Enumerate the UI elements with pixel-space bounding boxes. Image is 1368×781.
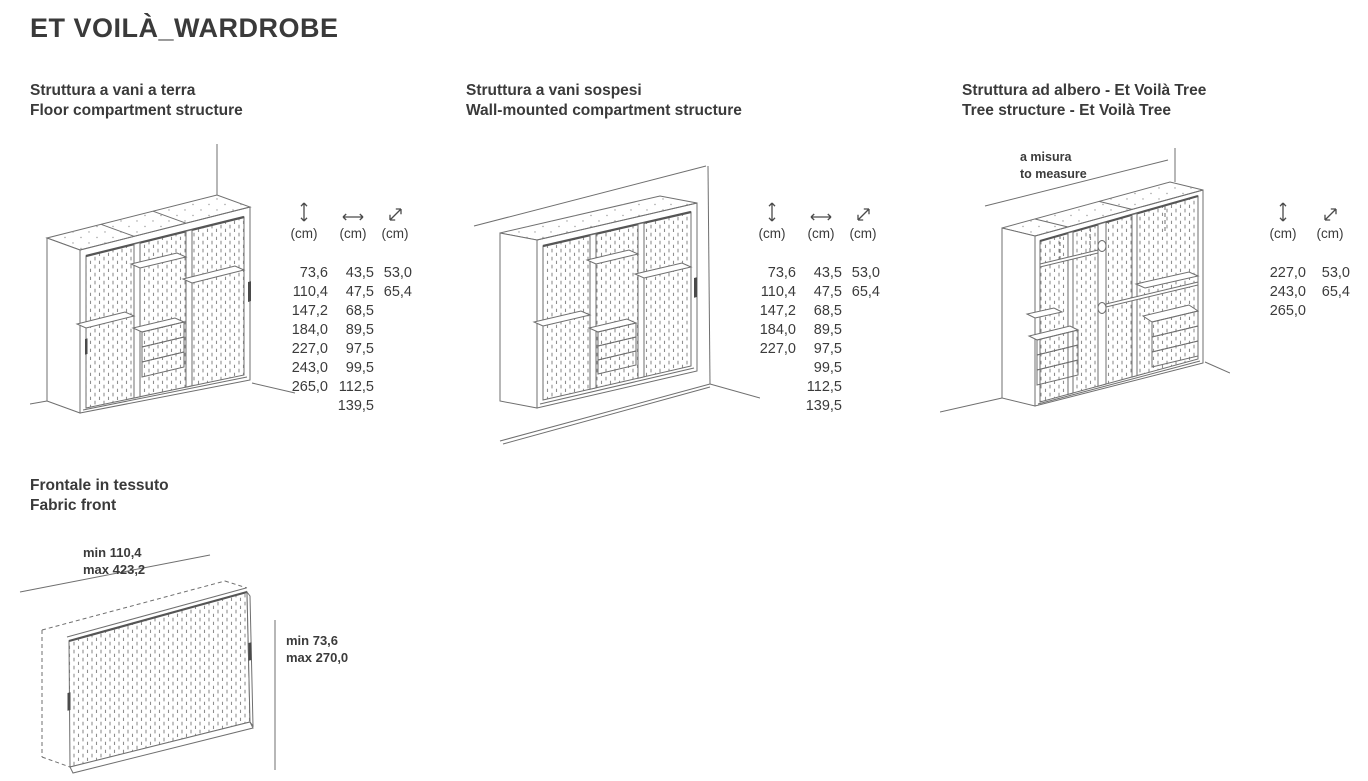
dimension-value: 89,5 xyxy=(345,322,374,338)
dimension-value: 43,5 xyxy=(813,265,842,281)
section-header-wall xyxy=(466,81,742,121)
height-arrow-icon xyxy=(1258,198,1308,224)
unit-label: (cm) xyxy=(381,226,409,241)
floor-dimensions-table xyxy=(278,198,414,416)
tree-dimensions-table xyxy=(1258,198,1352,321)
dimension-value: 65,4 xyxy=(383,284,412,300)
height-min: min 73,6 xyxy=(286,633,339,648)
section-header-floor xyxy=(30,81,243,121)
dimension-value: 139,5 xyxy=(805,398,842,414)
section-title-it: Frontale in tessuto xyxy=(30,477,169,494)
height-arrow-icon xyxy=(278,198,330,224)
width-values xyxy=(330,264,376,416)
dimension-value: 97,5 xyxy=(345,341,374,357)
fabric-width-range-label xyxy=(83,544,145,578)
depth-arrow-icon xyxy=(376,198,414,224)
dimension-value: 47,5 xyxy=(345,284,374,300)
dimension-value: 68,5 xyxy=(345,303,374,319)
unit-label: (cm) xyxy=(849,226,877,241)
depth-column xyxy=(844,198,882,416)
width-column xyxy=(330,198,376,416)
dimension-value: 147,2 xyxy=(759,303,796,319)
height-column xyxy=(1258,198,1308,321)
dimension-value: 99,5 xyxy=(813,360,842,376)
dimension-value: 53,0 xyxy=(851,265,880,281)
dimension-value: 227,0 xyxy=(759,341,796,357)
dimension-value: 243,0 xyxy=(1269,284,1306,300)
section-title-it: Struttura a vani a terra xyxy=(30,82,196,99)
unit-label: (cm) xyxy=(758,226,786,241)
dimension-value: 147,2 xyxy=(291,303,328,319)
width-min: min 110,4 xyxy=(83,545,142,560)
width-arrow-icon xyxy=(330,198,376,224)
depth-values xyxy=(844,264,882,302)
section-title-en: Wall-mounted compartment structure xyxy=(466,102,742,119)
dimension-value: 53,0 xyxy=(383,265,412,281)
section-title-en: Tree structure - Et Voilà Tree xyxy=(962,102,1172,119)
unit-label: (cm) xyxy=(1269,226,1297,241)
annotation-en: to measure xyxy=(1020,167,1087,181)
unit-label: (cm) xyxy=(290,226,318,241)
dimension-value: 110,4 xyxy=(760,284,796,300)
height-column xyxy=(746,198,798,416)
section-title-it: Struttura ad albero - Et Voilà Tree xyxy=(962,82,1207,99)
section-header-tree xyxy=(962,81,1206,121)
wall-dimensions-table xyxy=(746,198,882,416)
height-arrow-icon xyxy=(746,198,798,224)
dimension-value: 243,0 xyxy=(291,360,328,376)
unit-label: (cm) xyxy=(339,226,367,241)
height-max: max 270,0 xyxy=(286,650,349,665)
unit-label: (cm) xyxy=(1316,226,1344,241)
width-arrow-icon xyxy=(798,198,844,224)
depth-values xyxy=(1308,264,1352,302)
dimension-value: 227,0 xyxy=(1269,265,1306,281)
dimension-value: 227,0 xyxy=(291,341,328,357)
dimension-value: 265,0 xyxy=(291,379,328,395)
dimension-value: 68,5 xyxy=(813,303,842,319)
depth-arrow-icon xyxy=(844,198,882,224)
dimension-value: 53,0 xyxy=(1321,265,1350,281)
depth-column xyxy=(1308,198,1352,321)
height-column xyxy=(278,198,330,416)
section-title-en: Fabric front xyxy=(30,497,117,514)
dimension-value: 184,0 xyxy=(759,322,796,338)
width-column xyxy=(798,198,844,416)
dimension-value: 110,4 xyxy=(292,284,328,300)
fabric-height-range-label xyxy=(286,632,348,666)
height-values xyxy=(278,264,330,397)
section-header-fabric xyxy=(30,476,169,516)
annotation-it: a misura xyxy=(1020,150,1072,164)
depth-column xyxy=(376,198,414,416)
dimension-value: 265,0 xyxy=(1269,303,1306,319)
section-title-en: Floor compartment structure xyxy=(30,102,243,119)
width-values xyxy=(798,264,844,416)
unit-label: (cm) xyxy=(807,226,835,241)
to-measure-annotation xyxy=(1020,149,1087,183)
dimension-value: 112,5 xyxy=(338,379,374,395)
fabric-front-diagram xyxy=(18,545,318,781)
depth-values xyxy=(376,264,414,302)
dimension-value: 73,6 xyxy=(767,265,796,281)
height-values xyxy=(1258,264,1308,321)
depth-arrow-icon xyxy=(1308,198,1352,224)
dimension-value: 47,5 xyxy=(813,284,842,300)
dimension-value: 184,0 xyxy=(291,322,328,338)
dimension-value: 97,5 xyxy=(813,341,842,357)
dimension-value: 65,4 xyxy=(851,284,880,300)
page-title: ET VOILÀ_WARDROBE xyxy=(30,13,339,43)
dimension-value: 112,5 xyxy=(806,379,842,395)
dimension-value: 89,5 xyxy=(813,322,842,338)
height-values xyxy=(746,264,798,359)
dimension-value: 43,5 xyxy=(345,265,374,281)
dimension-value: 99,5 xyxy=(345,360,374,376)
wall-structure-diagram xyxy=(460,136,760,466)
floor-structure-diagram xyxy=(30,136,300,436)
width-max: max 423,2 xyxy=(83,562,146,577)
dimension-value: 65,4 xyxy=(1321,284,1350,300)
dimension-value: 139,5 xyxy=(337,398,374,414)
dimension-value: 73,6 xyxy=(299,265,328,281)
section-title-it: Struttura a vani sospesi xyxy=(466,82,642,99)
